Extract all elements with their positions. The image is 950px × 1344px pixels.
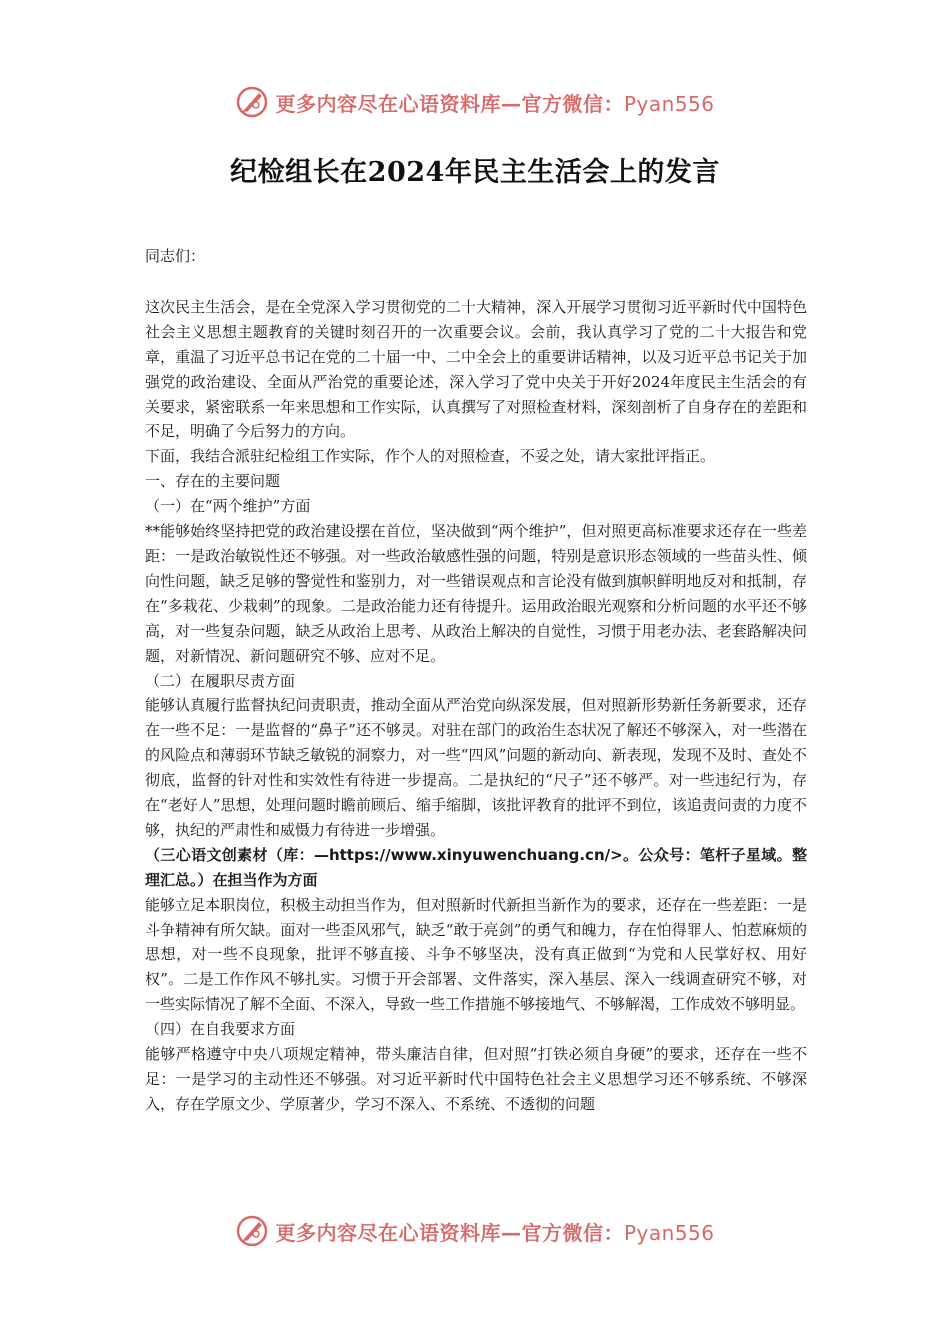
section-heading-1: 一、存在的主要问题	[145, 472, 281, 491]
bottom-watermark-banner	[0, 1211, 950, 1251]
document-body	[145, 244, 807, 1117]
paragraph-responsibility: 能够立足本职岗位，积极主动担当作为，但对照新时代新担当新作为的要求，还存在一些差距：一是斗争精神有所欠缺。面对一些歪风邪气，缺乏“敢于亮剑”的勇气和魄力，存在怕得罪人、怕惹麻烦的思想，对一些不良现象，批评不够直接、斗争不够坚决，没有真正做到“为党和人民掌好权、用好权”。二是工作作风不够扎实。习惯于开会部署、文件落实，深入基层、深入一线调查研究不够，对一些实际情况了解不全面、不深入，导致一些工作措施不够接地气、不够解渴，工作成效不够明显。	[145, 895, 807, 1014]
subheading-2: （二）在履职尽责方面	[145, 671, 296, 690]
subheading-1: （一）在“两个维护”方面	[145, 497, 311, 516]
paragraph-self-discipline: 能够严格遵守中央八项规定精神，带头廉洁自律，但对照“打铁必须自身硬”的要求，还存在一些不足：一是学习的主动性还不够强。对习近平新时代中国特色社会主义思想学习还不够系统、不够深入，存在学原文少、学原著少，学习不深入、不系统、不透彻的问题	[145, 1045, 807, 1113]
paragraph-political: **能够始终坚持把党的政治建设摆在首位，坚决做到“两个维护”，但对照更高标准要求还存在一些差距：一是政治敏锐性还不够强。对一些政治敏感性强的问题，特别是意识形态领域的一些苗头性、倾向性问题，缺乏足够的警觉性和鉴别力，对一些错误观点和言论没有做到旗帜鲜明地反对和抵制，存在“多栽花、少栽刺”的现象。二是政治能力还有待提升。运用政治眼光观察和分析问题的水平还不够高，对一些复杂问题，缺乏从政治上思考、从政治上解决的自觉性，习惯于用老办法、老套路解决问题，对新情况、新问题研究不够、应对不足。	[145, 522, 807, 665]
paragraph-transition: 下面，我结合派驻纪检组工作实际，作个人的对照检查，不妥之处，请大家批评指正。	[145, 447, 716, 466]
watermark-text: 更多内容尽在心语资料库—官方微信：Pyan556	[275, 91, 715, 116]
source-note-subheading-3: （三心语文创素材（库：—https://www.xinyuwenchuang.cn/>。公众号：笔杆子星域。整理汇总。）在担当作为方面	[145, 845, 807, 889]
wechat-id: Pyan556	[623, 1220, 715, 1245]
greeting: 同志们：	[145, 247, 206, 265]
paragraph-duty: 能够认真履行监督执纪问责职责，推动全面从严治党向纵深发展，但对照新形势新任务新要求，还存在一些不足：一是监督的“鼻子”还不够灵。对驻在部门的政治生态状况了解还不够深入，对一些潜在的风险点和薄弱环节缺乏敏锐的洞察力，对一些“四风”问题的新动向、新表现，发现不及时、查处不彻底，监督的针对性和实效性有待进一步提高。二是执纪的“尺子”还不够严。对一些违纪行为，存在“老好人”思想，处理问题时瞻前顾后、缩手缩脚，该批评教育的批评不到位，该追责问责的力度不够，执纪的严肃性和威慑力有待进一步增强。	[145, 696, 807, 839]
quill-logo-icon	[235, 85, 269, 119]
wechat-id: Pyan556	[623, 91, 715, 116]
subheading-4: （四）在自我要求方面	[145, 1020, 296, 1039]
document-title: 纪检组长在2024年民主生活会上的发言	[230, 157, 720, 188]
paragraph-intro: 这次民主生活会，是在全党深入学习贯彻党的二十大精神，深入开展学习贯彻习近平新时代中国特色社会主义思想主题教育的关键时刻召开的一次重要会议。会前，我认真学习了党的二十大报告和党章，重温了习近平总书记在党的二十届一中、二中全会上的重要讲话精神，以及习近平总书记关于加强党的政治建设、全面从严治党的重要论述，深入学习了党中央关于开好2024年度民主生活会的有关要求，紧密联系一年来思想和工作实际，认真撰写了对照检查材料，深刻剖析了自身存在的差距和不足，明确了今后努力的方向。	[145, 297, 807, 441]
watermark-text: 更多内容尽在心语资料库—官方微信：Pyan556	[275, 1220, 715, 1245]
top-watermark-banner	[0, 82, 950, 122]
quill-logo-icon	[235, 1214, 269, 1248]
